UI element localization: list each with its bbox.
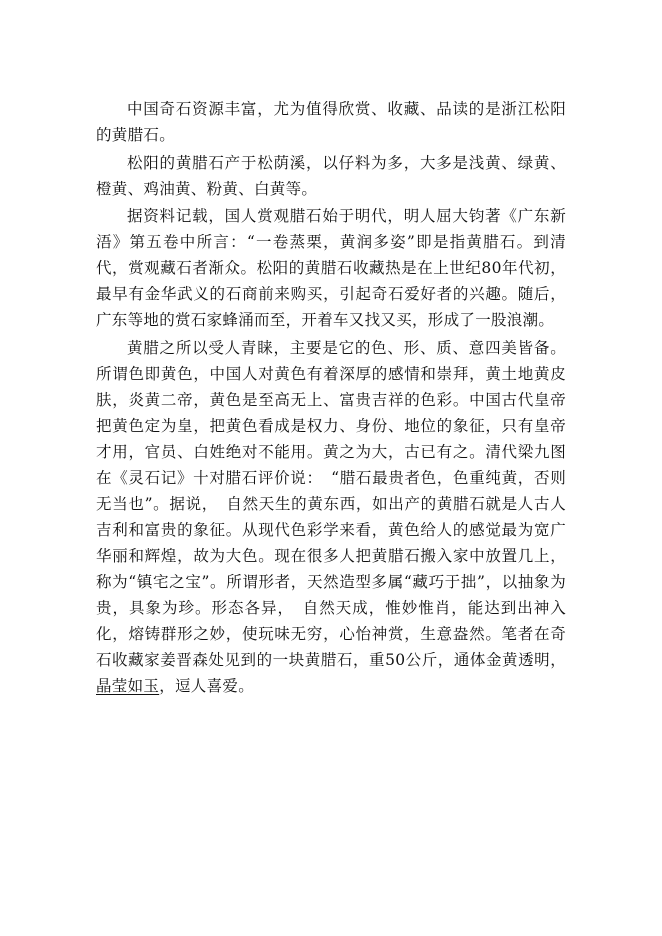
appreciation-text: 黄腊之所以受人青睐，主要是它的色、形、质、意四美皆备。所谓色即黄色，中国人对黄色有着深厚的感情和崇拜，黄土地黄皮肤，炎黄二帝，黄色是至高无上、富贵吉祥的色彩。中国古代皇帝把黄色定为皇，把黄色看成是权力、身份、地位的象征，只有皇帝才用，官员、白姓绝对不能用。黄之为大，古已有之。清代梁九图在《灵石记》十对腊石评价说： “腊石最贵者色，色重纯黄，否则无当也”。据说， 自然天生的黄东西，如出产的黄腊石就是人古人吉利和富贵的象征。从现代色彩学来看，黄色给人的感觉最为宽广华丽和辉煌，故为大色。现在很多人把黄腊石搬入家中放置几上，称为“镇宅之宝”。所谓形者，天然造型多属“藏巧于拙”，以抽象为贵，具象为珍。形态各异， 自然天成，惟妙惟肖，能达到出神入化，熔铸群形之妙，使玩味无穷，心怡神赏，生意盎然。笔者在奇石收藏家姜晋森处见到的一块黄腊石，重50公斤，通体金黄透明， xyxy=(96,338,566,669)
document-page xyxy=(96,96,566,700)
paragraph-appreciation xyxy=(96,335,566,699)
appreciation-ending: ，逗人喜爱。 xyxy=(159,676,255,695)
paragraph-colors: 松阳的黄腊石产于松荫溪，以仔料为多，大多是浅黄、绿黄、橙黄、鸡油黄、粉黄、白黄等。 xyxy=(96,153,566,198)
paragraph-intro: 中国奇石资源丰富，尤为值得欣赏、收藏、品读的是浙江松阳的黄腊石。 xyxy=(96,100,566,144)
paragraph-history: 据资料记载，国人赏观腊石始于明代，明人屈大钧著《广东新浯》第五卷中所言：“一卷蒸栗，黄润多姿”即是指黄腊石。到清代，赏观藏石者渐众。松阳的黄腊石收藏热是在上世纪80年代初，最早有金华武义的石商前来购买，引起奇石爱好者的兴趣。随后，广东等地的赏石家蜂涌而至，开着车又找又买，形成了一股浪潮。 xyxy=(96,207,566,329)
underlined-phrase: 晶莹如玉 xyxy=(96,676,160,695)
